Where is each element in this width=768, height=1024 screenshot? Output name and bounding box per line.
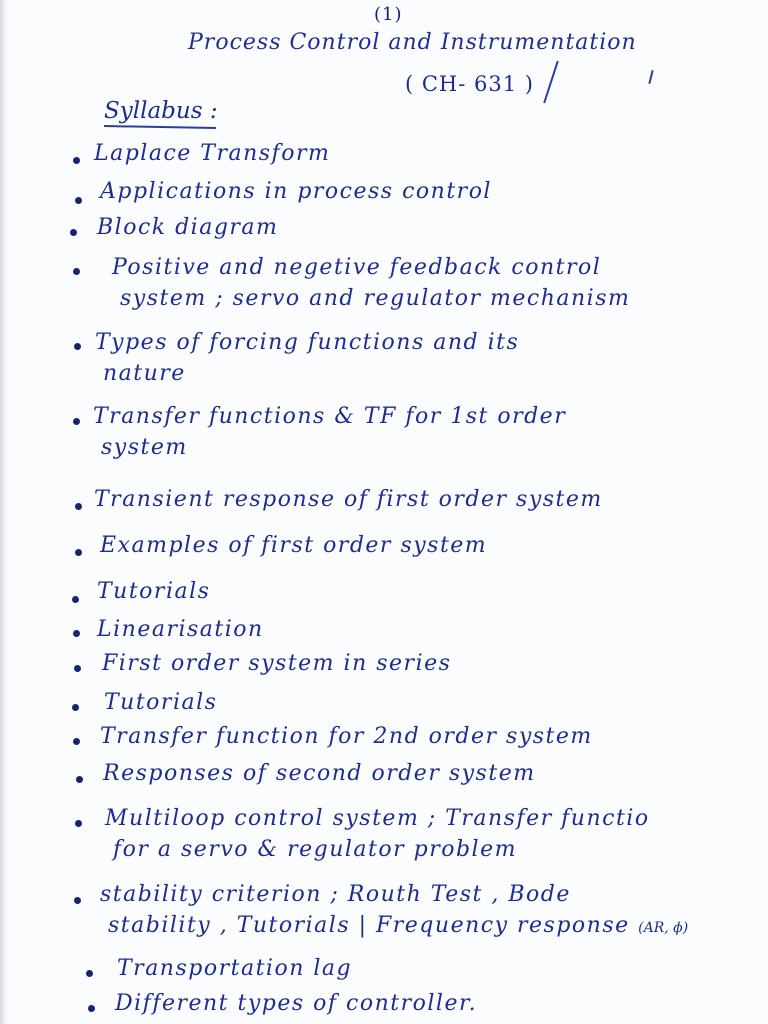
syllabus-item-first-order-series [102, 648, 762, 679]
syllabus-item-line: system ; servo and regulator mechanism [120, 286, 631, 311]
syllabus-item-line: Linearisation [97, 617, 264, 642]
syllabus-item-block-diagram [97, 212, 757, 243]
syllabus-item-laplace-transform [94, 138, 754, 169]
syllabus-item-feedback-control [112, 252, 768, 314]
bullet-icon [74, 897, 81, 904]
syllabus-item-line: Tutorials [97, 579, 211, 604]
bullet-icon [73, 418, 80, 425]
course-code: ( CH- 631 ) [405, 72, 534, 96]
bullet-icon [73, 738, 80, 745]
bullet-icon [75, 549, 82, 556]
syllabus-item-line: Responses of second order system [103, 761, 536, 786]
bullet-icon [75, 503, 82, 510]
syllabus-item-controller-types [115, 988, 768, 1019]
bullet-icon [76, 776, 83, 783]
syllabus-item-tutorials-second [104, 687, 764, 718]
syllabus-item-line: Transportation lag [117, 956, 353, 981]
page-title: Process Control and Instrumentation [188, 30, 637, 55]
ar-phi-note: (AR, ϕ) [638, 920, 689, 936]
syllabus-item-line: nature [103, 361, 186, 386]
syllabus-heading-underline [104, 125, 216, 129]
syllabus-item-line: Applications in process control [100, 179, 492, 204]
course-code-slash-mark [543, 61, 558, 103]
syllabus-item-line: Examples of first order system [100, 533, 488, 558]
syllabus-item-transfer-functions [93, 401, 753, 463]
syllabus-item-line: Positive and negetive feedback control [112, 255, 602, 280]
syllabus-item-applications [100, 176, 760, 207]
syllabus-item-line: Block diagram [97, 215, 279, 240]
bullet-icon [75, 197, 82, 204]
syllabus-item-line: Tutorials [104, 690, 218, 715]
syllabus-item-line: for a servo & regulator problem [113, 837, 517, 862]
syllabus-item-second-order-transfer-function [100, 721, 760, 752]
syllabus-item-line-text: stability , Tutorials | Frequency response [108, 913, 630, 938]
syllabus-item-forcing-functions [95, 327, 755, 389]
page-left-edge [0, 0, 7, 1024]
bullet-icon [72, 704, 79, 711]
syllabus-item-tutorials-first [97, 576, 757, 607]
bullet-icon [72, 596, 79, 603]
bullet-icon [73, 630, 80, 637]
syllabus-item-line: Different types of controller. [115, 991, 478, 1016]
bullet-icon [75, 820, 82, 827]
bullet-icon [73, 268, 80, 275]
bullet-icon [88, 1005, 95, 1012]
syllabus-item-multiloop-control [105, 803, 765, 865]
bullet-icon [73, 157, 80, 164]
bullet-icon [74, 343, 81, 350]
bullet-icon [70, 229, 77, 236]
syllabus-item-line: stability criterion ; Routh Test , Bode [100, 882, 571, 907]
small-tick-mark [648, 70, 653, 84]
syllabus-item-line: Laplace Transform [94, 141, 331, 166]
syllabus-item-linearisation [97, 614, 757, 645]
syllabus-item-second-order-responses [103, 758, 763, 789]
syllabus-heading: Syllabus : [104, 98, 218, 124]
bullet-icon [74, 665, 81, 672]
bullet-icon [86, 970, 93, 977]
syllabus-item-transient-response [94, 484, 754, 515]
syllabus-item-line: Types of forcing functions and its [95, 330, 520, 355]
syllabus-item-line: system [101, 435, 188, 460]
syllabus-item-examples [100, 530, 760, 561]
syllabus-item-line [100, 910, 760, 944]
syllabus-item-line: First order system in series [102, 651, 452, 676]
syllabus-item-line: Transfer functions & TF for 1st order [93, 404, 567, 429]
syllabus-item-transportation-lag [117, 953, 768, 984]
page-number: (1) [374, 4, 403, 25]
syllabus-item-line: Transfer function for 2nd order system [100, 724, 593, 749]
syllabus-item-line: Transient response of first order system [94, 487, 603, 512]
syllabus-item-stability-criterion [100, 879, 760, 944]
syllabus-item-line: Multiloop control system ; Transfer functio [105, 806, 650, 831]
